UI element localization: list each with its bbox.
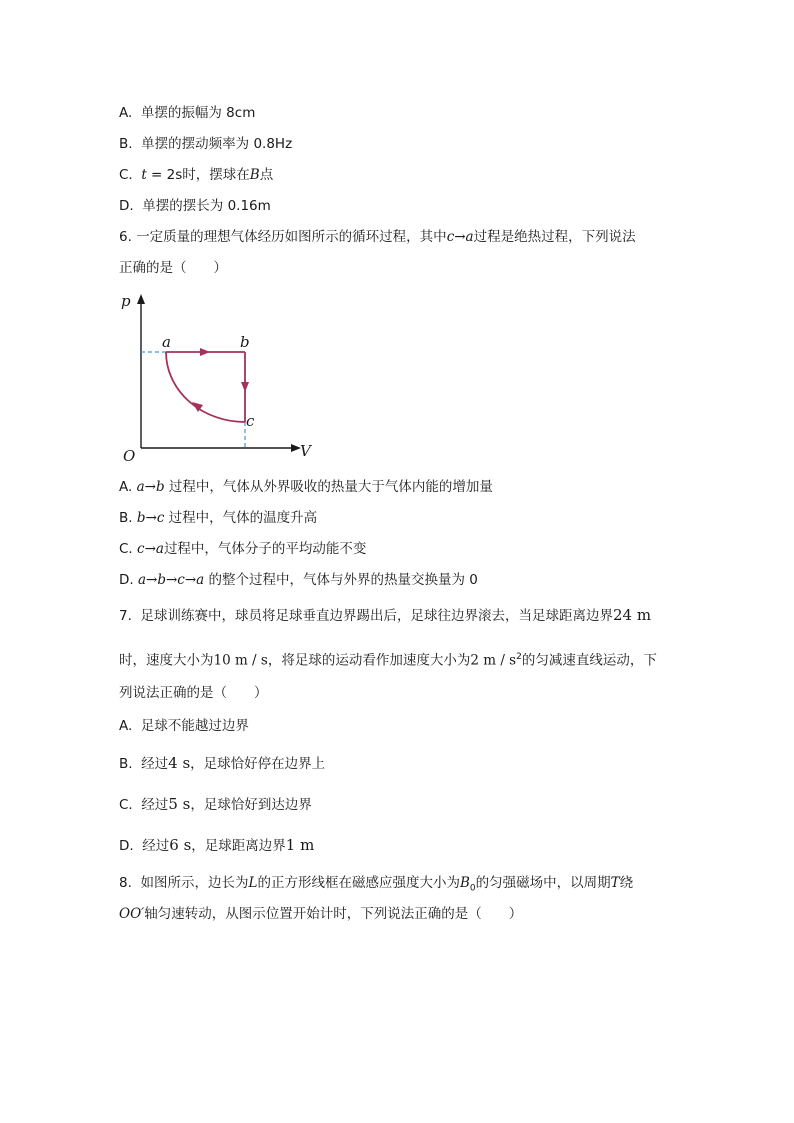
- q6-option-b: B. b→c 过程中，气体的温度升高: [119, 510, 318, 526]
- q8-stem-line2: OO′轴匀速转动，从图示位置开始计时，下列说法正确的是（ ）: [119, 906, 523, 922]
- q6-option-c: C. c→a过程中，气体分子的平均动能不变: [119, 541, 367, 557]
- arrow-bc: [241, 382, 249, 392]
- point-b-label: b: [240, 333, 250, 351]
- origin-label: O: [123, 447, 136, 465]
- point-c-label: c: [246, 412, 255, 430]
- pv-diagram: [112, 288, 317, 466]
- q5-option-d: D. 单摆的摆长为 0.16m: [119, 198, 271, 214]
- q6-option-a: A. a→b 过程中，气体从外界吸收的热量大于气体内能的增加量: [119, 479, 493, 495]
- q7-stem-line3: 列说法正确的是（ ）: [119, 685, 268, 701]
- q7-stem-line2: 时，速度大小为10 m / s，将足球的运动看作加速度大小为2 m / $s^2$的匀减速直线运动，下: [119, 652, 657, 669]
- arrow-ab: [200, 348, 210, 356]
- q7-stem-line1: 7. 足球训练赛中，球员将足球垂直边界踢出后，足球往边界滚去，当足球距离边界24 m: [119, 606, 652, 624]
- p-axis-arrow: [137, 294, 145, 304]
- q6-option-d: D. a→b→c→a 的整个过程中，气体与外界的热量交换量为 0: [119, 572, 478, 588]
- q6-stem-line1: 6. 一定质量的理想气体经历如图所示的循环过程，其中c→a过程是绝热过程，下列说法: [119, 229, 636, 245]
- v-label: V: [300, 442, 311, 460]
- q7-option-b: B. 经过4 s，足球恰好停在边界上: [119, 754, 326, 772]
- process-ca: [166, 352, 245, 422]
- q8-stem-line1: 8. 如图所示，边长为L的正方形线框在磁感应强度大小为$B_0$的匀强磁场中，以周期T绕: [119, 875, 634, 894]
- q5-option-a: A. 单摆的振幅为 8cm: [119, 105, 256, 121]
- q5-option-b: B. 单摆的摆动频率为 0.8Hz: [119, 136, 293, 152]
- p-label: p: [121, 292, 131, 310]
- q7-option-a: A. 足球不能越过边界: [119, 718, 249, 734]
- q5-option-c: C. t = 2s时，摆球在B点: [119, 167, 274, 183]
- q6-stem-line2: 正确的是（ ）: [119, 260, 227, 276]
- q7-option-c: C. 经过5 s，足球恰好到达边界: [119, 795, 312, 813]
- q7-option-d: D. 经过6 s，足球距离边界1 m: [119, 836, 315, 854]
- point-a-label: a: [162, 333, 171, 351]
